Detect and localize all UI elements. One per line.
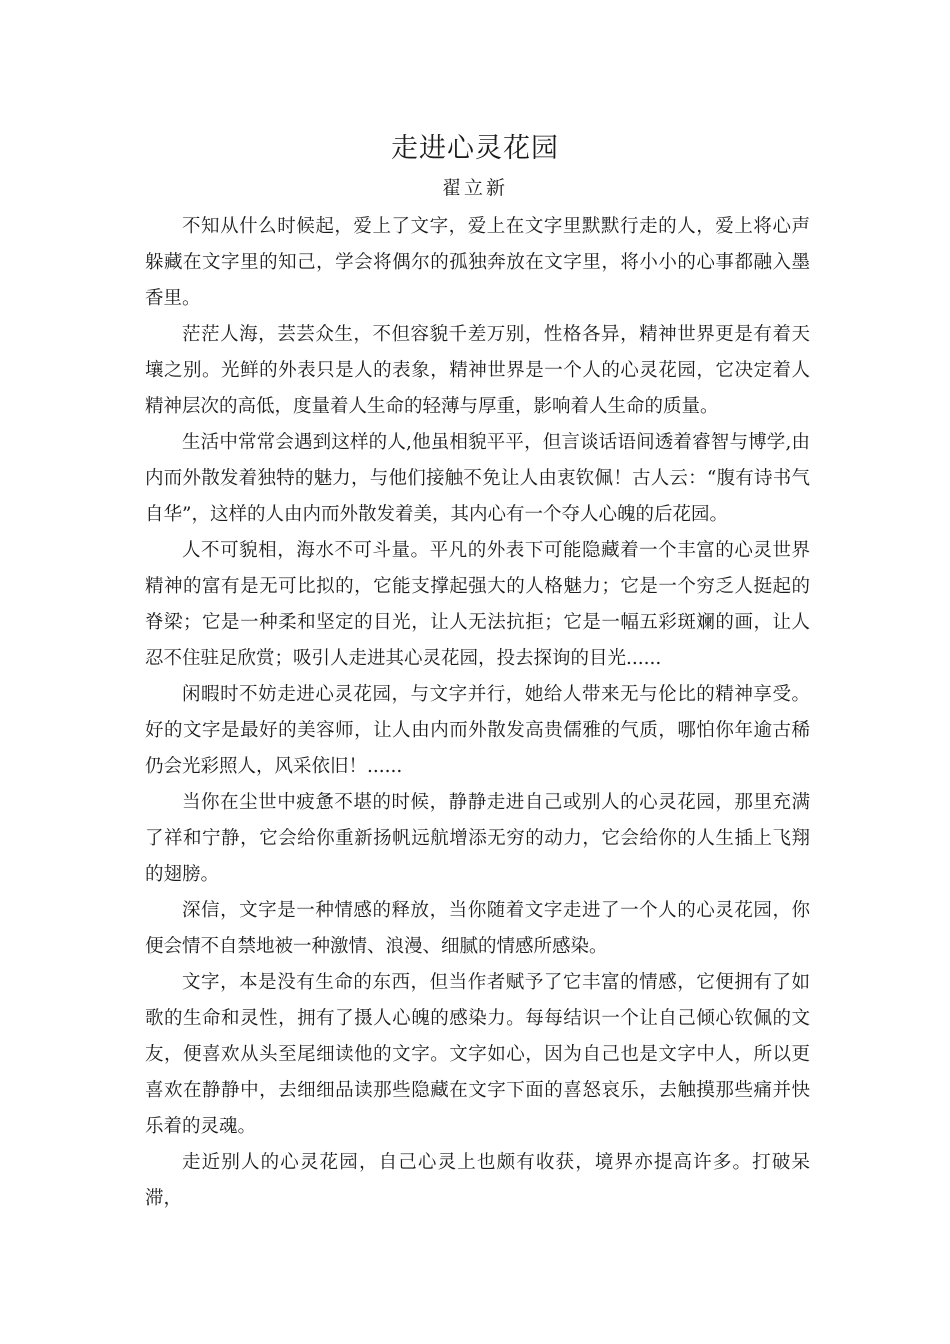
article-body [145,209,810,1217]
paragraph-3: 生活中常常会遇到这样的人,他虽相貌平平，但言谈话语间透着睿智与博学,由内而外散发着独特的魅力，与他们接触不免让人由衷钦佩！古人云：“腹有诗书气自华”，这样的人由内而外散发着美，其内心有一个夺人心魄的后花园。 [145,432,810,525]
paragraph-6: 当你在尘世中疲惫不堪的时候，静静走进自己或别人的心灵花园，那里充满了祥和宁静，它会给你重新扬帆远航增添无穷的动力，它会给你的人生插上飞翔的翅膀。 [145,792,810,885]
paragraph-7: 深信，文字是一种情感的释放，当你随着文字走进了一个人的心灵花园，你便会情不自禁地被一种激情、浪漫、细腻的情感所感染。 [145,900,810,957]
paragraph-2: 茫茫人海，芸芸众生，不但容貌千差万别，性格各异，精神世界更是有着天壤之别。光鲜的外表只是人的表象，精神世界是一个人的心灵花园，它决定着人精神层次的高低，度量着人生命的轻薄与厚重，影响着人生命的质量。 [145,324,810,417]
paragraph-5: 闲暇时不妨走进心灵花园，与文字并行，她给人带来无与伦比的精神享受。好的文字是最好的美容师，让人由内而外散发高贵儒雅的气质，哪怕你年逾古稀仍会光彩照人，风采依旧！...... [145,684,810,777]
paragraph-1: 不知从什么时候起，爱上了文字，爱上在文字里默默行走的人，爱上将心声躲藏在文字里的知己，学会将偶尔的孤独奔放在文字里，将小小的心事都融入墨香里。 [145,216,810,309]
paragraph-4: 人不可貌相，海水不可斗量。平凡的外表下可能隐藏着一个丰富的心灵世界精神的富有是无可比拟的，它能支撑起强大的人格魅力；它是一个穷乏人挺起的脊梁；它是一种柔和坚定的目光，让人无法抗拒；它是一幅五彩斑斓的画，让人忍不住驻足欣赏；吸引人走进其心灵花园，投去探询的目光...... [145,540,810,669]
paragraph-9: 走近别人的心灵花园，自己心灵上也颇有收获，境界亦提高许多。打破呆滞， [145,1152,810,1209]
paragraph-8: 文字，本是没有生命的东西，但当作者赋予了它丰富的情感，它便拥有了如歌的生命和灵性，拥有了摄人心魄的感染力。每每结识一个让自己倾心钦佩的文友，便喜欢从头至尾细读他的文字。文字如心，因为自己也是文字中人，所以更喜欢在静静中，去细细品读那些隐藏在文字下面的喜怒哀乐，去触摸那些痛并快乐着的灵魂。 [145,972,810,1137]
article-author: 翟立新 [441,177,508,199]
article-title: 走进心灵花园 [391,133,559,164]
